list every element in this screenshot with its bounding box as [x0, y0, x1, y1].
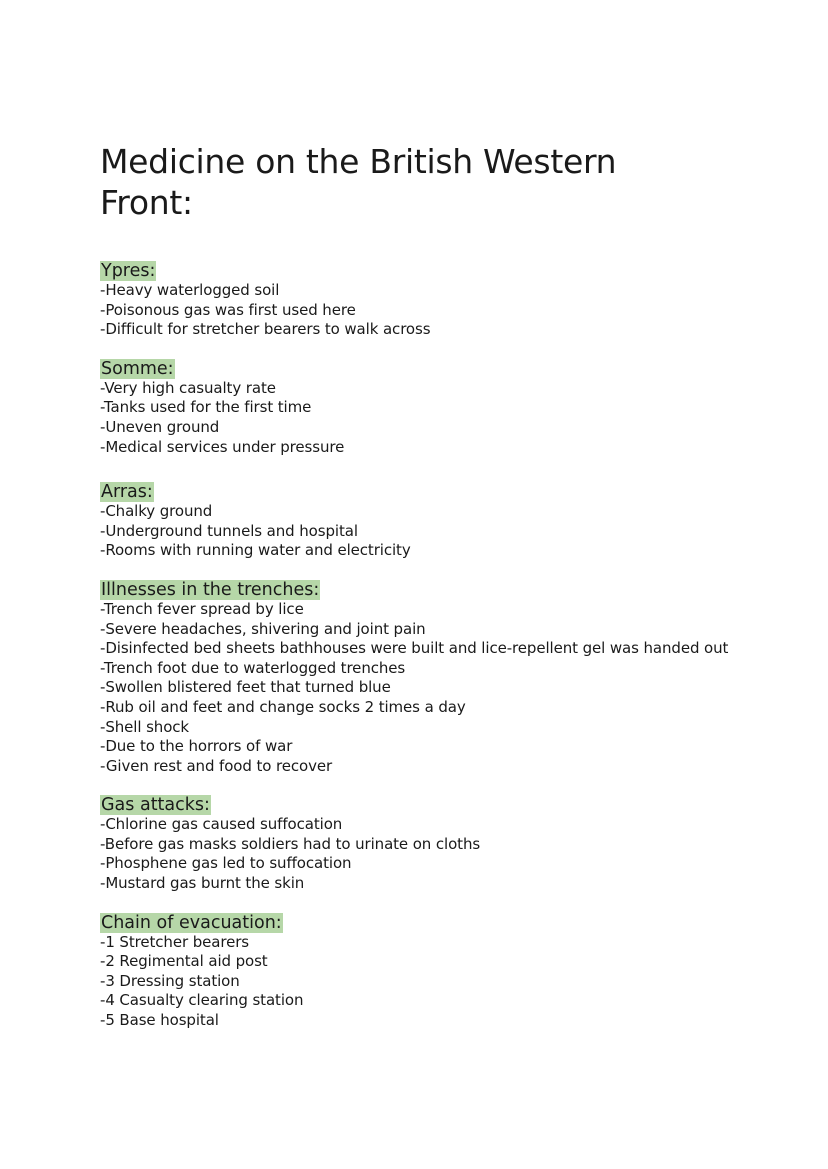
list-item: -Swollen blistered feet that turned blue	[100, 678, 391, 697]
list-item: -Due to the horrors of war	[100, 737, 293, 756]
list-item: -Rub oil and feet and change socks 2 times a day	[100, 697, 466, 716]
section-heading: Gas attacks:	[101, 795, 210, 816]
list-item: -Severe headaches, shivering and joint pain	[100, 619, 426, 638]
section-list	[100, 600, 768, 776]
list-item: -Trench fever spread by lice	[100, 599, 304, 618]
page-title: Medicine on the British Western Front:	[100, 142, 617, 222]
list-item: -Before gas masks soldiers had to urinate on cloths	[100, 834, 481, 853]
section-heading: Illnesses in the trenches:	[101, 579, 320, 600]
section-heading: Arras:	[101, 482, 153, 503]
list-item: -Heavy waterlogged soil	[100, 281, 280, 299]
list-item: -Disinfected bed sheets bathhouses were built and lice-repellent gel was handed out	[100, 639, 729, 658]
list-item: -Mustard gas burnt the skin	[100, 874, 305, 893]
list-item: -5 Base hospital	[100, 1011, 219, 1030]
list-item: -Underground tunnels and hospital	[100, 521, 358, 540]
section-somme	[100, 359, 768, 457]
list-item: -Uneven ground	[100, 417, 220, 436]
section-heading: Ypres:	[101, 261, 156, 281]
list-item: -Medical services under pressure	[100, 437, 345, 456]
section-list	[100, 815, 768, 893]
list-item: -4 Casualty clearing station	[100, 991, 304, 1010]
list-item: -Shell shock	[100, 717, 190, 736]
list-item: -Chlorine gas caused suffocation	[100, 815, 343, 834]
section-list	[100, 379, 768, 457]
section-list	[100, 502, 768, 561]
section-arras	[100, 482, 768, 561]
list-item: -Trench foot due to waterlogged trenches	[100, 658, 406, 677]
list-item: -Phosphene gas led to suffocation	[100, 854, 352, 873]
list-item: -Difficult for stretcher bearers to walk across	[100, 320, 431, 339]
section-chain-of-evacuation	[100, 913, 768, 1031]
list-item: -Very high casualty rate	[100, 378, 276, 397]
section-list	[100, 281, 768, 340]
list-item: -1 Stretcher bearers	[100, 932, 249, 951]
list-item: -Chalky ground	[100, 502, 213, 521]
list-item: -Tanks used for the first time	[100, 398, 312, 417]
list-item: -2 Regimental aid post	[100, 952, 268, 971]
section-list	[100, 933, 768, 1031]
section-heading: Chain of evacuation:	[101, 912, 282, 933]
section-heading: Somme:	[101, 358, 174, 379]
section-ypres	[100, 261, 768, 340]
list-item: -Poisonous gas was first used here	[100, 300, 356, 319]
list-item: -3 Dressing station	[100, 971, 240, 990]
section-gas-attacks	[100, 795, 768, 893]
list-item: -Rooms with running water and electricity	[100, 541, 411, 560]
sections-container	[100, 261, 768, 1031]
list-item: -Given rest and food to recover	[100, 756, 333, 775]
section-illnesses	[100, 580, 768, 776]
